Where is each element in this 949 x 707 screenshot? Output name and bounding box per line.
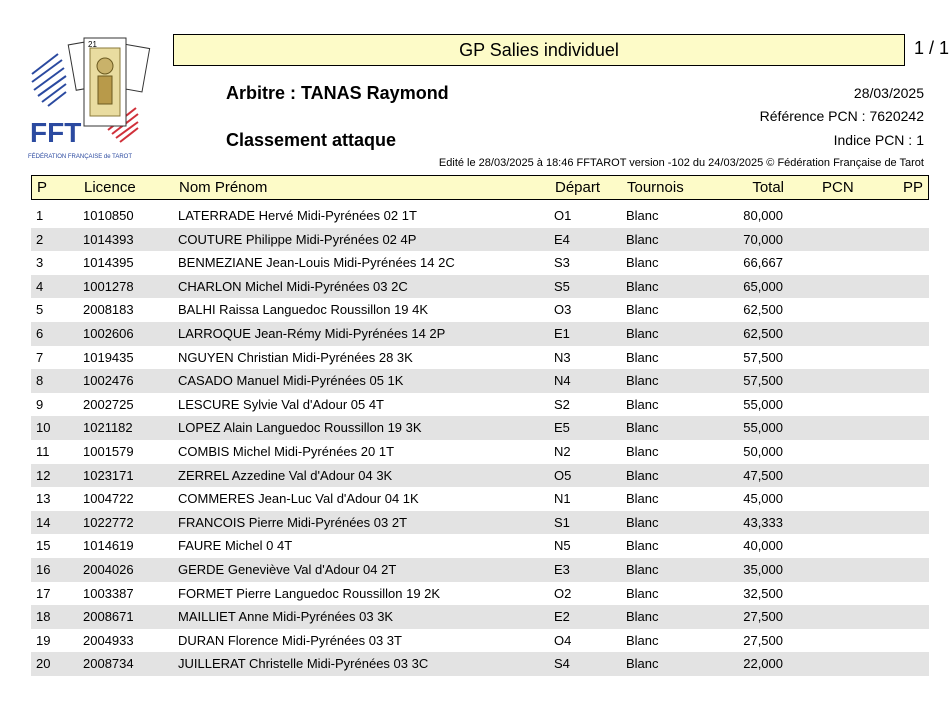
cell-total: 22,000: [743, 656, 783, 672]
cell-depart: S1: [554, 514, 570, 530]
table-row: [31, 369, 929, 393]
cell-depart: E5: [554, 420, 570, 436]
cell-nom: MAILLIET Anne Midi-Pyrénées 03 3K: [178, 609, 394, 625]
classement-heading: Classement attaque: [226, 130, 397, 150]
report-date: 28/03/2025: [853, 85, 924, 101]
cell-total: 55,000: [743, 396, 783, 412]
cell-p: 6: [36, 325, 44, 341]
table-row: [31, 204, 929, 228]
cell-nom: BENMEZIANE Jean-Louis Midi-Pyrénées 14 2C: [178, 255, 455, 271]
cell-total: 35,000: [743, 561, 783, 577]
cell-depart: O2: [554, 585, 572, 601]
table-row: [31, 652, 929, 676]
cell-p: 12: [36, 467, 51, 483]
cell-p: 11: [36, 443, 50, 459]
cell-licence: 1014393: [83, 231, 134, 247]
cell-depart: E4: [554, 231, 570, 247]
cell-p: 17: [36, 585, 51, 601]
table-row: [31, 346, 929, 370]
cell-nom: FAURE Michel 0 4T: [178, 538, 293, 554]
col-header-pp: PP: [902, 179, 923, 196]
cell-nom: CHARLON Michel Midi-Pyrénées 03 2C: [178, 278, 408, 294]
table-row: [31, 605, 929, 629]
cell-nom: JUILLERAT Christelle Midi-Pyrénées 03 3C: [178, 656, 429, 672]
cell-depart: N5: [554, 538, 571, 554]
cell-licence: 1003387: [83, 585, 134, 601]
col-header-licence: Licence: [84, 179, 136, 196]
table-row: [31, 464, 929, 488]
cell-depart: N1: [554, 491, 571, 507]
cell-tournois: Blanc: [626, 491, 659, 507]
table-row: [31, 558, 929, 582]
cell-licence: 2002725: [83, 396, 134, 412]
table-row: [31, 487, 929, 511]
cell-depart: E3: [554, 561, 570, 577]
indice-label: Indice PCN :: [833, 132, 913, 148]
col-header-p: P: [37, 179, 48, 196]
cell-p: 9: [36, 396, 44, 412]
cell-licence: 2008734: [83, 656, 134, 672]
cell-depart: S2: [554, 396, 570, 412]
cell-nom: BALHI Raissa Languedoc Roussillon 19 4K: [178, 302, 429, 318]
cell-tournois: Blanc: [626, 632, 659, 648]
arbitre-heading: Arbitre : TANAS Raymond: [226, 83, 449, 103]
ranking-table: [31, 204, 929, 676]
cell-depart: O1: [554, 208, 572, 223]
cell-total: 65,000: [743, 278, 783, 294]
cell-p: 18: [36, 609, 51, 625]
cell-licence: 1019435: [83, 349, 134, 365]
cell-depart: E2: [554, 609, 570, 625]
table-row: [31, 416, 929, 440]
table-row: [31, 629, 929, 653]
cell-licence: 1010850: [83, 208, 134, 223]
cell-nom: ZERREL Azzedine Val d'Adour 04 3K: [178, 467, 393, 483]
cell-tournois: Blanc: [626, 302, 659, 318]
cell-tournois: Blanc: [626, 538, 659, 554]
cell-nom: LARROQUE Jean-Rémy Midi-Pyrénées 14 2P: [178, 325, 446, 341]
cell-p: 7: [36, 349, 44, 365]
tournament-title: GP Salies individuel: [173, 34, 905, 66]
cell-p: 19: [36, 632, 51, 648]
cell-tournois: Blanc: [626, 325, 659, 341]
cell-nom: LOPEZ Alain Languedoc Roussillon 19 3K: [178, 420, 422, 436]
cell-total: 80,000: [743, 208, 783, 223]
cell-total: 27,500: [743, 632, 783, 648]
cell-tournois: Blanc: [626, 420, 659, 436]
indice-pcn: [830, 132, 924, 148]
reference-label: Référence PCN :: [759, 108, 866, 124]
cell-licence: 1022772: [83, 514, 134, 530]
cell-depart: N3: [554, 349, 571, 365]
cell-total: 55,000: [743, 420, 783, 436]
table-row: [31, 275, 929, 299]
cell-nom: COMMERES Jean-Luc Val d'Adour 04 1K: [178, 491, 419, 507]
cell-tournois: Blanc: [626, 585, 659, 601]
cell-tournois: Blanc: [626, 467, 659, 483]
cell-p: 14: [36, 514, 51, 530]
cell-licence: 1023171: [83, 467, 134, 483]
svg-text:21: 21: [88, 40, 97, 49]
cell-p: 5: [36, 302, 44, 318]
cell-depart: O3: [554, 302, 572, 318]
col-header-tournois: Tournois: [627, 179, 684, 196]
col-header-depart: Départ: [555, 179, 601, 196]
cell-licence: 1004722: [83, 491, 134, 507]
cell-licence: 1001579: [83, 443, 134, 459]
cell-licence: 2004933: [83, 632, 134, 648]
cell-depart: S5: [554, 278, 570, 294]
cell-tournois: Blanc: [626, 561, 659, 577]
cell-depart: E1: [554, 325, 570, 341]
cell-nom: CASADO Manuel Midi-Pyrénées 05 1K: [178, 373, 404, 389]
cell-total: 43,333: [743, 514, 783, 530]
edited-note: Edité le 28/03/2025 à 18:46 FFTAROT version -102 du 24/03/2025 © Fédération Française de Tarot: [438, 157, 924, 169]
cell-nom: LESCURE Sylvie Val d'Adour 05 4T: [178, 396, 385, 412]
cell-total: 40,000: [743, 538, 783, 554]
table-row: [31, 440, 929, 464]
cell-tournois: Blanc: [626, 514, 659, 530]
cell-depart: S3: [554, 255, 570, 271]
table-row: [31, 322, 929, 346]
cell-p: 16: [36, 561, 51, 577]
logo-org-text: FÉDÉRATION FRANÇAISE de TAROT: [28, 154, 133, 160]
cell-p: 20: [36, 656, 51, 672]
reference-pcn: [756, 108, 924, 124]
table-row: [31, 582, 929, 606]
cell-nom: FORMET Pierre Languedoc Roussillon 19 2K: [178, 585, 441, 601]
cell-licence: 1014395: [83, 255, 134, 271]
cell-p: 2: [36, 231, 44, 247]
table-header: [31, 175, 929, 200]
cell-licence: 1014619: [83, 538, 134, 554]
cell-depart: S4: [554, 656, 570, 672]
cell-depart: O5: [554, 467, 572, 483]
cell-total: 50,000: [743, 443, 783, 459]
col-header-total: Total: [752, 179, 784, 196]
cell-total: 45,000: [743, 491, 783, 507]
cell-p: 3: [36, 255, 44, 271]
cell-licence: 2004026: [83, 561, 134, 577]
cell-nom: FRANCOIS Pierre Midi-Pyrénées 03 2T: [178, 514, 408, 530]
cell-total: 66,667: [743, 255, 783, 271]
cell-total: 57,500: [743, 349, 783, 365]
table-row: [31, 511, 929, 535]
cell-p: 15: [36, 538, 51, 554]
cell-nom: DURAN Florence Midi-Pyrénées 03 3T: [178, 632, 402, 648]
cell-p: 4: [36, 278, 44, 294]
cell-nom: COUTURE Philippe Midi-Pyrénées 02 4P: [178, 231, 417, 247]
reference-value: 7620242: [869, 108, 924, 124]
cell-tournois: Blanc: [626, 609, 659, 625]
page-number: 1 / 1: [914, 38, 949, 58]
tarot-cards-logo-icon: [28, 34, 146, 166]
cell-depart: O4: [554, 632, 572, 648]
cell-tournois: Blanc: [626, 349, 659, 365]
fft-logo: [28, 34, 146, 166]
indice-value: 1: [916, 132, 924, 148]
cell-p: 13: [36, 491, 51, 507]
cell-tournois: Blanc: [626, 231, 659, 247]
cell-total: 47,500: [743, 467, 783, 483]
cell-nom: NGUYEN Christian Midi-Pyrénées 28 3K: [178, 349, 413, 365]
cell-licence: 1002606: [83, 325, 134, 341]
cell-total: 27,500: [743, 609, 783, 625]
cell-licence: 2008183: [83, 302, 134, 318]
cell-nom: GERDE Geneviève Val d'Adour 04 2T: [178, 561, 397, 577]
table-row: [31, 534, 929, 558]
cell-tournois: Blanc: [626, 396, 659, 412]
col-header-nom: Nom Prénom: [179, 179, 268, 196]
cell-nom: COMBIS Michel Midi-Pyrénées 20 1T: [178, 443, 395, 459]
cell-licence: 2008671: [83, 609, 134, 625]
cell-licence: 1021182: [83, 420, 133, 436]
logo-letters: FFT: [30, 117, 82, 148]
table-row: [31, 228, 929, 252]
cell-p: 10: [36, 420, 51, 436]
table-row: [31, 298, 929, 322]
cell-depart: N2: [554, 443, 571, 459]
cell-tournois: Blanc: [626, 255, 659, 271]
cell-tournois: Blanc: [626, 443, 659, 459]
cell-tournois: Blanc: [626, 656, 659, 672]
cell-tournois: Blanc: [626, 208, 659, 223]
cell-nom: LATERRADE Hervé Midi-Pyrénées 02 1T: [178, 208, 417, 223]
cell-p: 8: [36, 373, 44, 389]
table-row: [31, 251, 929, 275]
cell-total: 62,500: [743, 302, 783, 318]
cell-p: 1: [36, 208, 44, 223]
cell-total: 70,000: [743, 231, 783, 247]
col-header-pcn: PCN: [822, 179, 854, 196]
cell-total: 57,500: [743, 373, 783, 389]
table-row: [31, 393, 929, 417]
cell-tournois: Blanc: [626, 278, 659, 294]
cell-total: 62,500: [743, 325, 783, 341]
cell-tournois: Blanc: [626, 373, 659, 389]
cell-depart: N4: [554, 373, 571, 389]
cell-licence: 1002476: [83, 373, 134, 389]
cell-total: 32,500: [743, 585, 783, 601]
cell-licence: 1001278: [83, 278, 134, 294]
